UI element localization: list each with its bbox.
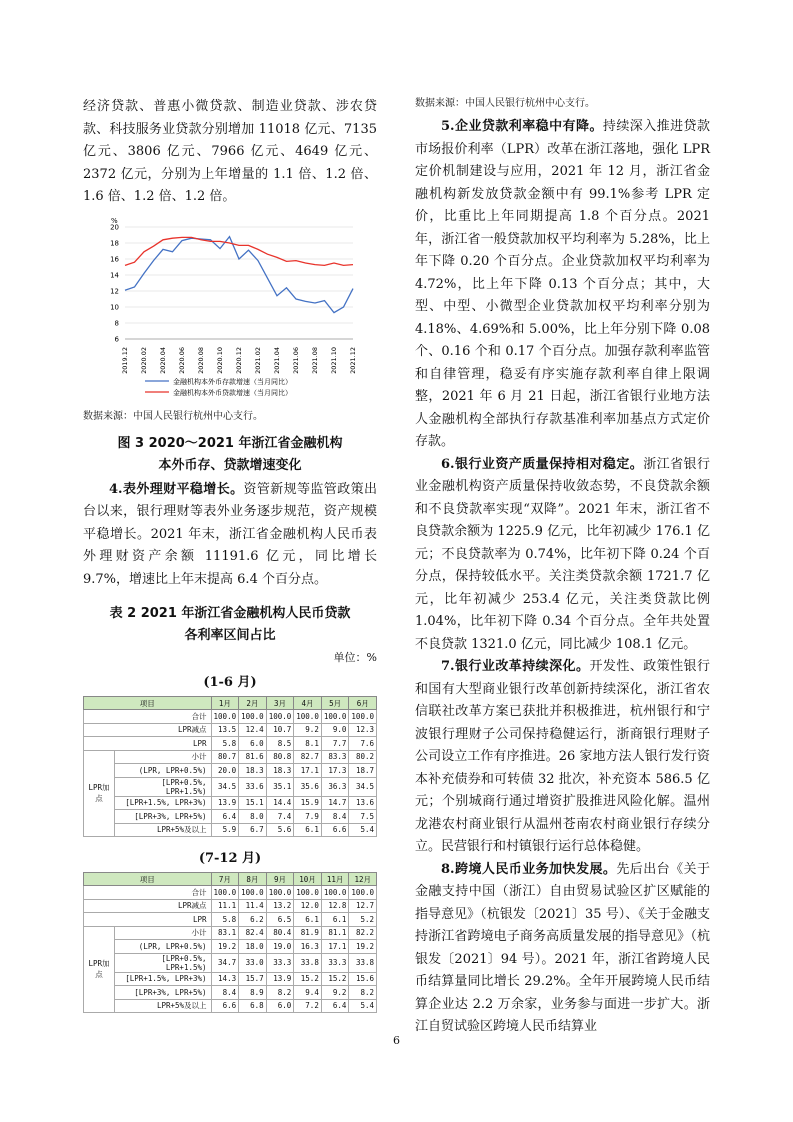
section-8-heading: 8.跨境人民币业务加快发展。 [441,861,617,877]
table-cell: 7.2 [294,999,322,1013]
group-label: LPR加点 [84,750,115,837]
right-column [415,96,710,1039]
figure-source: 数据来源：中国人民银行杭州中心支行。 [83,410,263,422]
table-cell: 83.1 [211,926,239,940]
table-cell: 100.0 [266,886,294,900]
section-7-heading: 7.银行业改革持续深化。 [441,659,590,674]
series-line-2 [125,237,353,265]
y-tick-label: 16 [110,255,119,263]
table-caption [83,603,377,647]
table-cell: 6.5 [266,913,294,927]
table-cell: 8.1 [294,737,322,751]
table-cell: 15.2 [321,972,349,986]
x-tick-label: 2020.12 [235,346,243,374]
table-cell: 18.3 [239,764,267,778]
y-tick-label: 6 [114,335,119,343]
table-cell: 33.3 [266,953,294,972]
section-4-heading: 4.表外理财平稳增长。 [109,481,244,497]
figure-caption [83,433,377,477]
table-cell: 18.3 [266,764,294,778]
section-5-paragraph [415,116,710,454]
table-row [84,972,377,986]
table-cell: 100.0 [349,886,377,900]
row-label: 小计 [115,750,212,764]
table-cell: 16.3 [294,940,322,954]
table-cell: 8.2 [266,986,294,1000]
table-cell: 100.0 [211,710,239,724]
table-cell: 6.4 [211,810,239,824]
table-cell: 34.7 [211,953,239,972]
table-cell: 81.6 [239,750,267,764]
table-caption-line2: 各利率区间占比 [184,628,276,643]
y-tick-label: 10 [110,303,119,311]
table-cell: 81.9 [294,926,322,940]
section-5-body: 持续深入推进贷款市场报价利率（LPR）改革在浙江落地，强化 LPR 定价机制建设与应用，2021 年 12 月，浙江省金融机构新发放贷款金额中有 99.1%参考 LPR 定价，比重比上年同期提高 1.8 个百分点。2021 年，浙江省一般贷款加权平均利率为 5.28%，比上年下降 0.20 个百分点。企业贷款加权平均利率为 4.72%，比上年下降 0.13 个百分点；其中，大型、中型、小微型企业贷款加权平均利率分别为 4.18%、4.69%和 5.00%，比上年分别下降 0.08 个、0.16 个和 0.17 个百分点。加强存款利率监管和自律管理，稳妥有序实施存款利率自律上限调整，2021 年 6 月 21 日起，浙江省银行业地方法人金融机构全部执行存款基准利率加基点方式定价存款。 [415,119,710,449]
table-cell: 11.4 [239,899,267,913]
row-label: [LPR+0.5%, LPR+1.5%) [115,953,212,972]
table-header-cell: 项目 [84,697,212,710]
period-label-h1: (1-6 月) [203,675,257,690]
table-cell: 100.0 [349,710,377,724]
table-row [84,710,377,724]
table-row [84,940,377,954]
table-cell: 100.0 [211,886,239,900]
row-label: 合计 [84,886,212,900]
y-tick-label: 12 [110,287,119,295]
row-label: (LPR, LPR+0.5%) [115,764,212,778]
table-cell: 36.3 [321,777,349,796]
table-cell: 6.7 [239,823,267,837]
table-cell: 6.1 [294,913,322,927]
table-row [84,913,377,927]
table-cell: 100.0 [321,710,349,724]
table-cell: 13.6 [349,796,377,810]
table-cell: 5.4 [349,999,377,1013]
table-cell: 5.8 [211,913,239,927]
table-cell: 19.2 [211,940,239,954]
table-cell: 8.4 [321,810,349,824]
rate-table-h1 [83,696,377,837]
table-caption-line1: 表 2 2021 年浙江省金融机构人民币贷款 [109,606,351,621]
table-cell: 14.7 [321,796,349,810]
section-7-paragraph [415,656,710,859]
table-cell: 35.1 [266,777,294,796]
x-tick-label: 2021.04 [273,346,281,374]
intro-paragraph: 经济贷款、普惠小微贷款、制造业贷款、涉农贷款、科技服务业贷款分别增加 11018 亿元、7135 亿元、3806 亿元、7966 亿元、4649 亿元、2372 亿元，分别为上年增量的 1.1 倍、1.2 倍、1.6 倍、1.2 倍、1.2 倍。 [83,99,377,204]
x-tick-label: 2021.12 [349,346,357,374]
x-tick-label: 2021.06 [292,346,300,374]
section-4-body: 资管新规等监管政策出台以来，银行理财等表外业务逐步规范，资产规模平稳增长。2021 年末，浙江省金融机构人民币表外理财资产余额 11191.6 亿元，同比增长 9.7%，增速比上年末提高 6.4 个百分点。 [83,481,377,587]
table-cell: 8.9 [239,986,267,1000]
table-cell: 5.6 [266,823,294,837]
row-label: [LPR+0.5%, LPR+1.5%) [115,777,212,796]
table-cell: 34.5 [211,777,239,796]
table-cell: 15.7 [239,972,267,986]
table-cell: 18.0 [239,940,267,954]
table-cell: 5.8 [211,737,239,751]
table-header-cell: 6月 [349,697,377,710]
table-cell: 100.0 [294,710,322,724]
table-cell: 8.5 [266,737,294,751]
y-tick-label: 20 [110,223,119,231]
y-tick-label: 14 [110,271,119,279]
table-source: 数据来源：中国人民银行杭州中心支行。 [415,98,595,109]
row-label: [LPR+1.5%, LPR+3%) [115,972,212,986]
table-row [84,999,377,1013]
section-8-paragraph [415,859,710,1039]
table-row [84,737,377,751]
legend-label-1: 金融机构本外币存款增速（当月同比） [173,377,292,386]
table-cell: 34.5 [349,777,377,796]
page-number: 6 [393,1034,400,1047]
table-row [84,953,377,972]
table-cell: 13.2 [266,899,294,913]
chart-y-ticks [110,223,119,343]
table-cell: 33.8 [349,953,377,972]
table-row [84,986,377,1000]
x-tick-label: 2020.06 [178,346,186,374]
table-cell: 13.9 [266,972,294,986]
section-5-heading: 5.企业贷款利率稳中有降。 [441,119,603,134]
table-cell: 100.0 [321,886,349,900]
table-cell: 11.1 [211,899,239,913]
table-row [84,886,377,900]
table-cell: 33.0 [239,953,267,972]
table-cell: 33.6 [239,777,267,796]
table-cell: 100.0 [266,710,294,724]
table-cell: 80.7 [211,750,239,764]
section-4-paragraph [83,479,377,592]
row-label: [LPR+3%, LPR+5%) [115,986,212,1000]
table-cell: 80.4 [266,926,294,940]
table-cell: 10.7 [266,723,294,737]
table-cell: 15.9 [294,796,322,810]
table-cell: 5.2 [349,913,377,927]
table-cell: 20.0 [211,764,239,778]
table-cell: 33.8 [294,953,322,972]
chart-gridlines [125,227,353,339]
table-cell: 100.0 [239,886,267,900]
table-cell: 82.2 [349,926,377,940]
table-header-cell: 4月 [294,697,322,710]
table-cell: 13.5 [211,723,239,737]
table-row [84,823,377,837]
table-cell: 15.1 [239,796,267,810]
rate-table-h2 [83,872,377,1013]
x-tick-label: 2019.12 [121,346,129,374]
chart-series [125,236,353,312]
y-tick-label: 8 [114,319,119,327]
table-cell: 8.0 [239,810,267,824]
table-cell: 7.4 [266,810,294,824]
table-cell: 5.9 [211,823,239,837]
chart-legend [145,377,292,397]
table-cell: 12.8 [321,899,349,913]
table-header-cell: 8月 [239,873,267,886]
row-label: LPR+5%及以上 [115,999,212,1013]
table-cell: 6.6 [211,999,239,1013]
row-label: LPR [84,737,212,751]
table-cell: 12.0 [294,899,322,913]
table-cell: 19.0 [266,940,294,954]
table-cell: 6.4 [321,999,349,1013]
table-cell: 80.8 [266,750,294,764]
x-tick-label: 2021.02 [254,346,262,374]
table-header-cell: 9月 [266,873,294,886]
y-tick-label: 18 [110,239,119,247]
chart-y-label: % [111,216,118,225]
table-cell: 7.9 [294,810,322,824]
table-header-cell: 2月 [239,697,267,710]
table-cell: 6.0 [266,999,294,1013]
table-cell: 12.7 [349,899,377,913]
table-cell: 12.3 [349,723,377,737]
table-cell: 15.6 [349,972,377,986]
table-unit: 单位：% [333,651,377,664]
table-cell: 8.4 [211,986,239,1000]
row-label: LPR+5%及以上 [115,823,212,837]
section-6-body: 浙江省银行业金融机构资产质量保持收敛态势，不良贷款余额和不良贷款率实现“双降”。2021 年末，浙江省不良贷款余额为 1225.9 亿元，比年初减少 176.1 亿元；不良贷款率为 0.74%，比年初下降 0.24 个百分点，保持较低水平。关注类贷款余额 1721.7 亿元，比年初减少 253.4 亿元，关注类贷款比例 1.04%，比年初下降 0.34 个百分点。全年共处置不良贷款 1321.0 亿元，同比减少 108.1 亿元。 [415,456,710,652]
table-cell: 6.0 [239,737,267,751]
table-header-cell: 5月 [321,697,349,710]
table-cell: 6.6 [321,823,349,837]
row-label: LPR [84,913,212,927]
table-cell: 13.9 [211,796,239,810]
left-column [83,96,377,1013]
table-cell: 80.2 [349,750,377,764]
table-cell: 7.6 [349,737,377,751]
table-cell: 6.1 [294,823,322,837]
table-cell: 18.7 [349,764,377,778]
table-cell: 100.0 [239,710,267,724]
table-cell: 7.5 [349,810,377,824]
table-cell: 12.4 [239,723,267,737]
legend-label-2: 金融机构本外币贷款增速（当月同比） [173,388,292,397]
x-tick-label: 2021.10 [330,346,338,374]
table-row [84,899,377,913]
row-label: LPR减点 [84,723,212,737]
row-label: (LPR, LPR+0.5%) [115,940,212,954]
table-row [84,750,377,764]
x-tick-label: 2020.08 [197,346,205,374]
table-cell: 82.4 [239,926,267,940]
period-label-h2: (7-12 月) [198,851,262,866]
table-cell: 15.2 [294,972,322,986]
x-tick-label: 2020.10 [216,346,224,374]
table-cell: 17.3 [321,764,349,778]
table-cell: 82.7 [294,750,322,764]
figure-caption-line1: 图 3 2020～2021 年浙江省金融机构 [117,435,343,451]
table-cell: 9.2 [294,723,322,737]
row-label: 小计 [115,926,212,940]
section-8-body: 先后出台《关于金融支持中国（浙江）自由贸易试验区扩区赋能的指导意见》（杭银发〔2021〕35 号）、《关于金融支持浙江省跨境电子商务高质量发展的指导意见》（杭银发〔2021〕94 号）。2021 年，浙江省跨境人民币结算量同比增长 29.2%。全年开展跨境人民币结算企业达 2.2 万余家，业务参与面进一步扩大。浙江自贸试验区跨境人民币结算业 [415,861,710,1034]
table-header-cell: 12月 [349,873,377,886]
x-tick-label: 2020.04 [159,346,167,374]
table-cell: 6.1 [321,913,349,927]
table-row [84,723,377,737]
section-7-body: 开发性、政策性银行和国有大型商业银行改革创新持续深化，浙江省农信联社改革方案已获批并积极推进，杭州银行和宁波银行理财子公司保持稳健运行，浙商银行理财子公司设立工作有序推进。26 家地方法人银行发行资本补充债券和可转债 32 批次，补充资本 586.5 亿元；个别城商行通过增资扩股推进风险化解。温州龙港农村商业银行从温州苍南农村商业银行存续分立。民营银行和村镇银行运行总体稳健。 [415,659,710,854]
table-cell: 6.8 [239,999,267,1013]
table-cell: 81.1 [321,926,349,940]
table-cell: 9.4 [294,986,322,1000]
figure-caption-line2: 本外币存、贷款增速变化 [158,457,302,473]
group-label: LPR加点 [84,926,115,1013]
x-tick-label: 2021.08 [311,346,319,374]
table-cell: 100.0 [294,886,322,900]
table-cell: 17.1 [294,764,322,778]
table-cell: 5.4 [349,823,377,837]
section-6-heading: 6.银行业资产质量保持相对稳定。 [441,456,644,472]
table-cell: 6.2 [239,913,267,927]
chart-x-ticks [121,347,357,374]
x-tick-label: 2020.02 [140,346,148,374]
table-row [84,926,377,940]
table-cell: 14.3 [211,972,239,986]
table-cell: 7.7 [321,737,349,751]
table-cell: 83.3 [321,750,349,764]
table-cell: 19.2 [349,940,377,954]
table-cell: 17.1 [321,940,349,954]
table-header-cell: 7月 [211,873,239,886]
table-cell: 8.2 [349,986,377,1000]
table-row [84,796,377,810]
series-line-1 [125,236,353,312]
table-row [84,810,377,824]
table-header-cell: 3月 [266,697,294,710]
table-row [84,764,377,778]
row-label: LPR减点 [84,899,212,913]
table-cell: 35.6 [294,777,322,796]
table-header-cell: 1月 [211,697,239,710]
table-header-cell: 10月 [294,873,322,886]
table-header-cell: 11月 [321,873,349,886]
table-cell: 33.3 [321,953,349,972]
row-label: 合计 [84,710,212,724]
row-label: [LPR+1.5%, LPR+3%) [115,796,212,810]
deposit-loan-growth-chart [83,211,377,406]
table-cell: 9.2 [321,986,349,1000]
table-header-cell: 项目 [84,873,212,886]
table-row [84,777,377,796]
section-6-paragraph [415,454,710,657]
table-cell: 14.4 [266,796,294,810]
table-cell: 9.0 [321,723,349,737]
row-label: [LPR+3%, LPR+5%) [115,810,212,824]
